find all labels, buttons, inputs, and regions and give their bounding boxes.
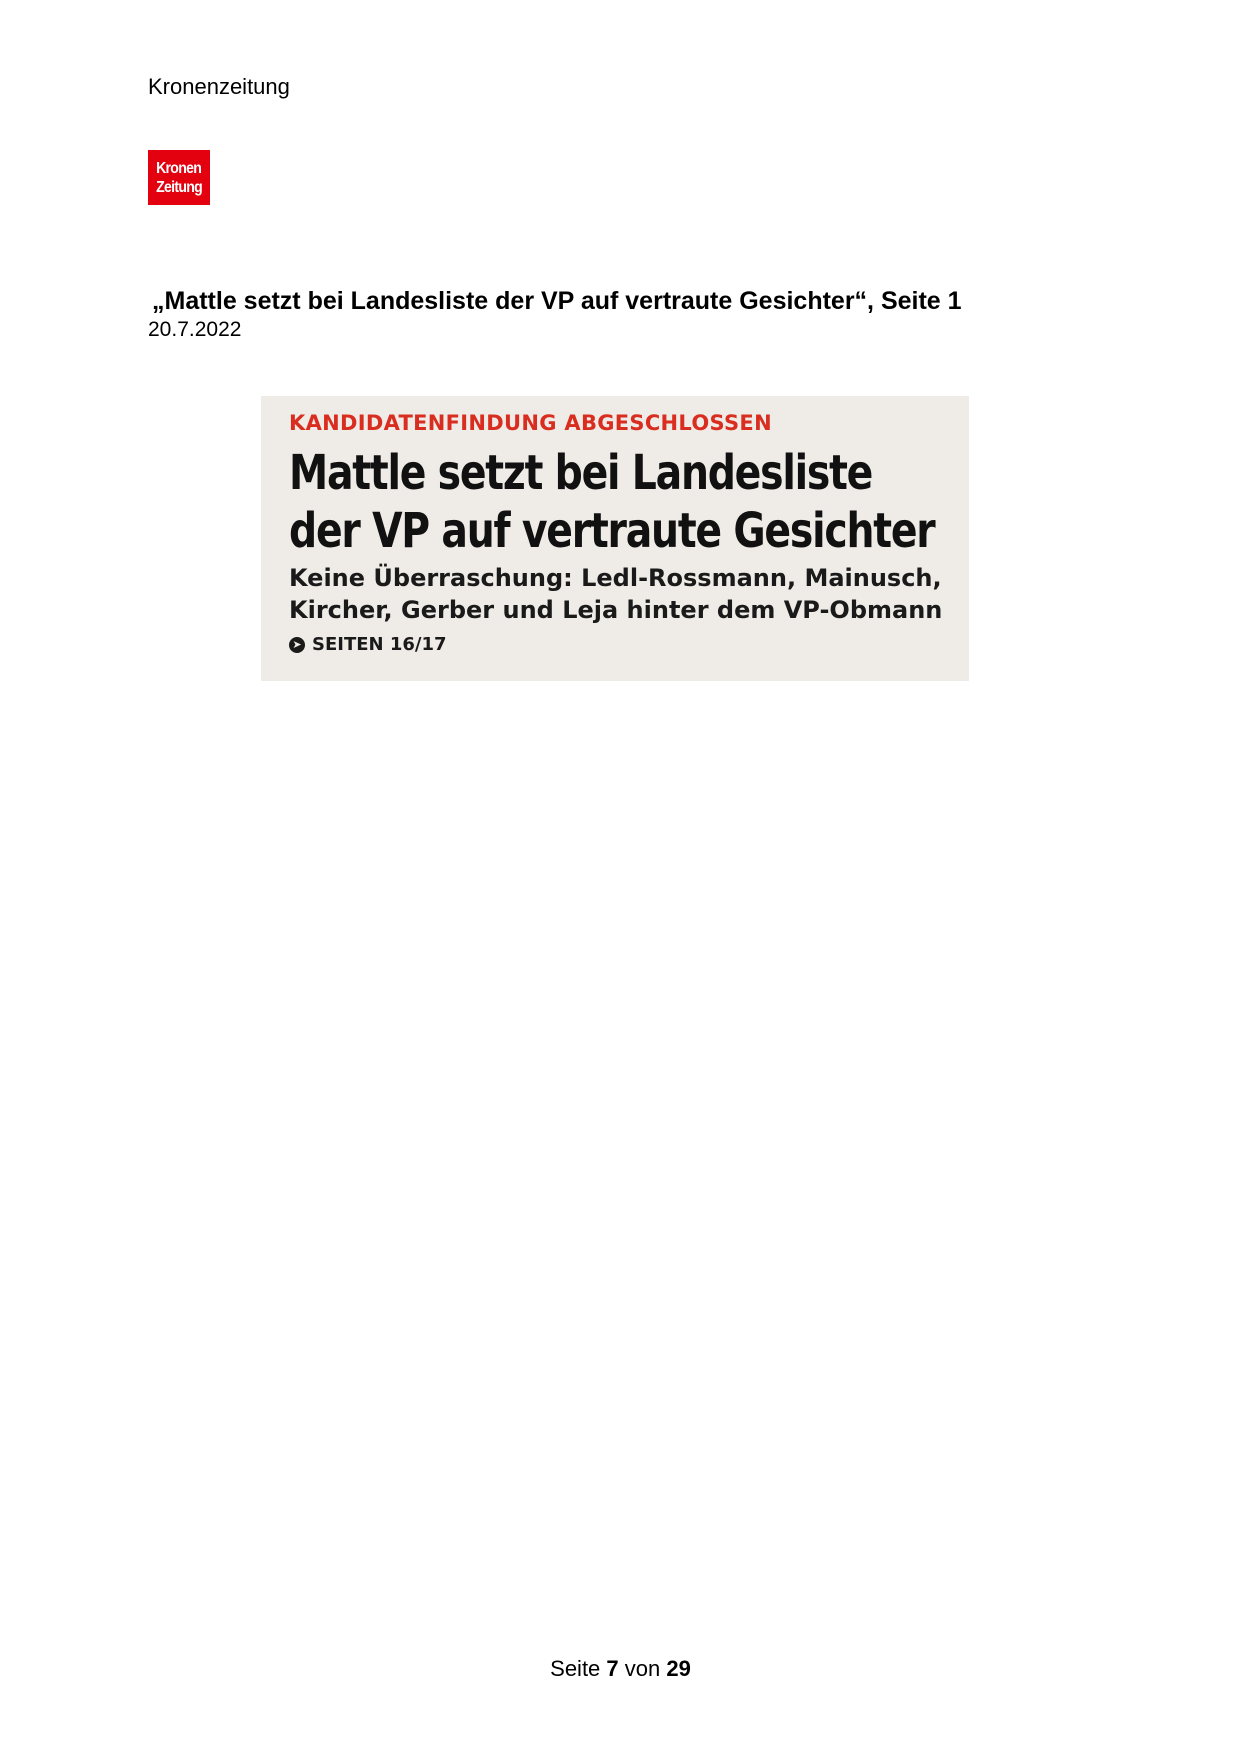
pages-ref-text: SEITEN 16/17 [312, 634, 447, 655]
publication-name: Kronenzeitung [148, 74, 290, 99]
logo-text-line2: Zeitung [156, 178, 202, 196]
footer-separator: von [618, 1656, 667, 1681]
clipping-headline-line1: Mattle setzt bei Landesliste [289, 445, 873, 501]
newspaper-clipping [261, 396, 969, 681]
footer-current-page: 7 [606, 1656, 619, 1681]
article-title: „Mattle setzt bei Landesliste der VP auf vertraute Gesichter“, Seite 1 [152, 287, 962, 315]
article-date: 20.7.2022 [148, 318, 242, 341]
footer-prefix: Seite [550, 1656, 607, 1681]
clipping-pages-reference [289, 634, 969, 656]
page-footer [0, 1656, 1241, 1682]
footer-total-pages: 29 [666, 1656, 691, 1681]
clipping-subhead-line1: Keine Überraschung: Ledl-Rossmann, Mainusch, [289, 564, 942, 592]
kronen-zeitung-logo [148, 150, 210, 205]
clipping-subhead-line2: Kircher, Gerber und Leja hinter dem VP-Obmann [289, 596, 943, 624]
clipping-headline [289, 444, 935, 560]
arrow-right-circle-icon: ➤ [289, 637, 305, 653]
clipping-subhead [289, 562, 969, 626]
clipping-headline-line2: der VP auf vertraute Gesichter [289, 503, 935, 559]
clipping-kicker: KANDIDATENFINDUNG ABGESCHLOSSEN [289, 411, 772, 435]
logo-text-line1: Kronen [156, 159, 202, 177]
